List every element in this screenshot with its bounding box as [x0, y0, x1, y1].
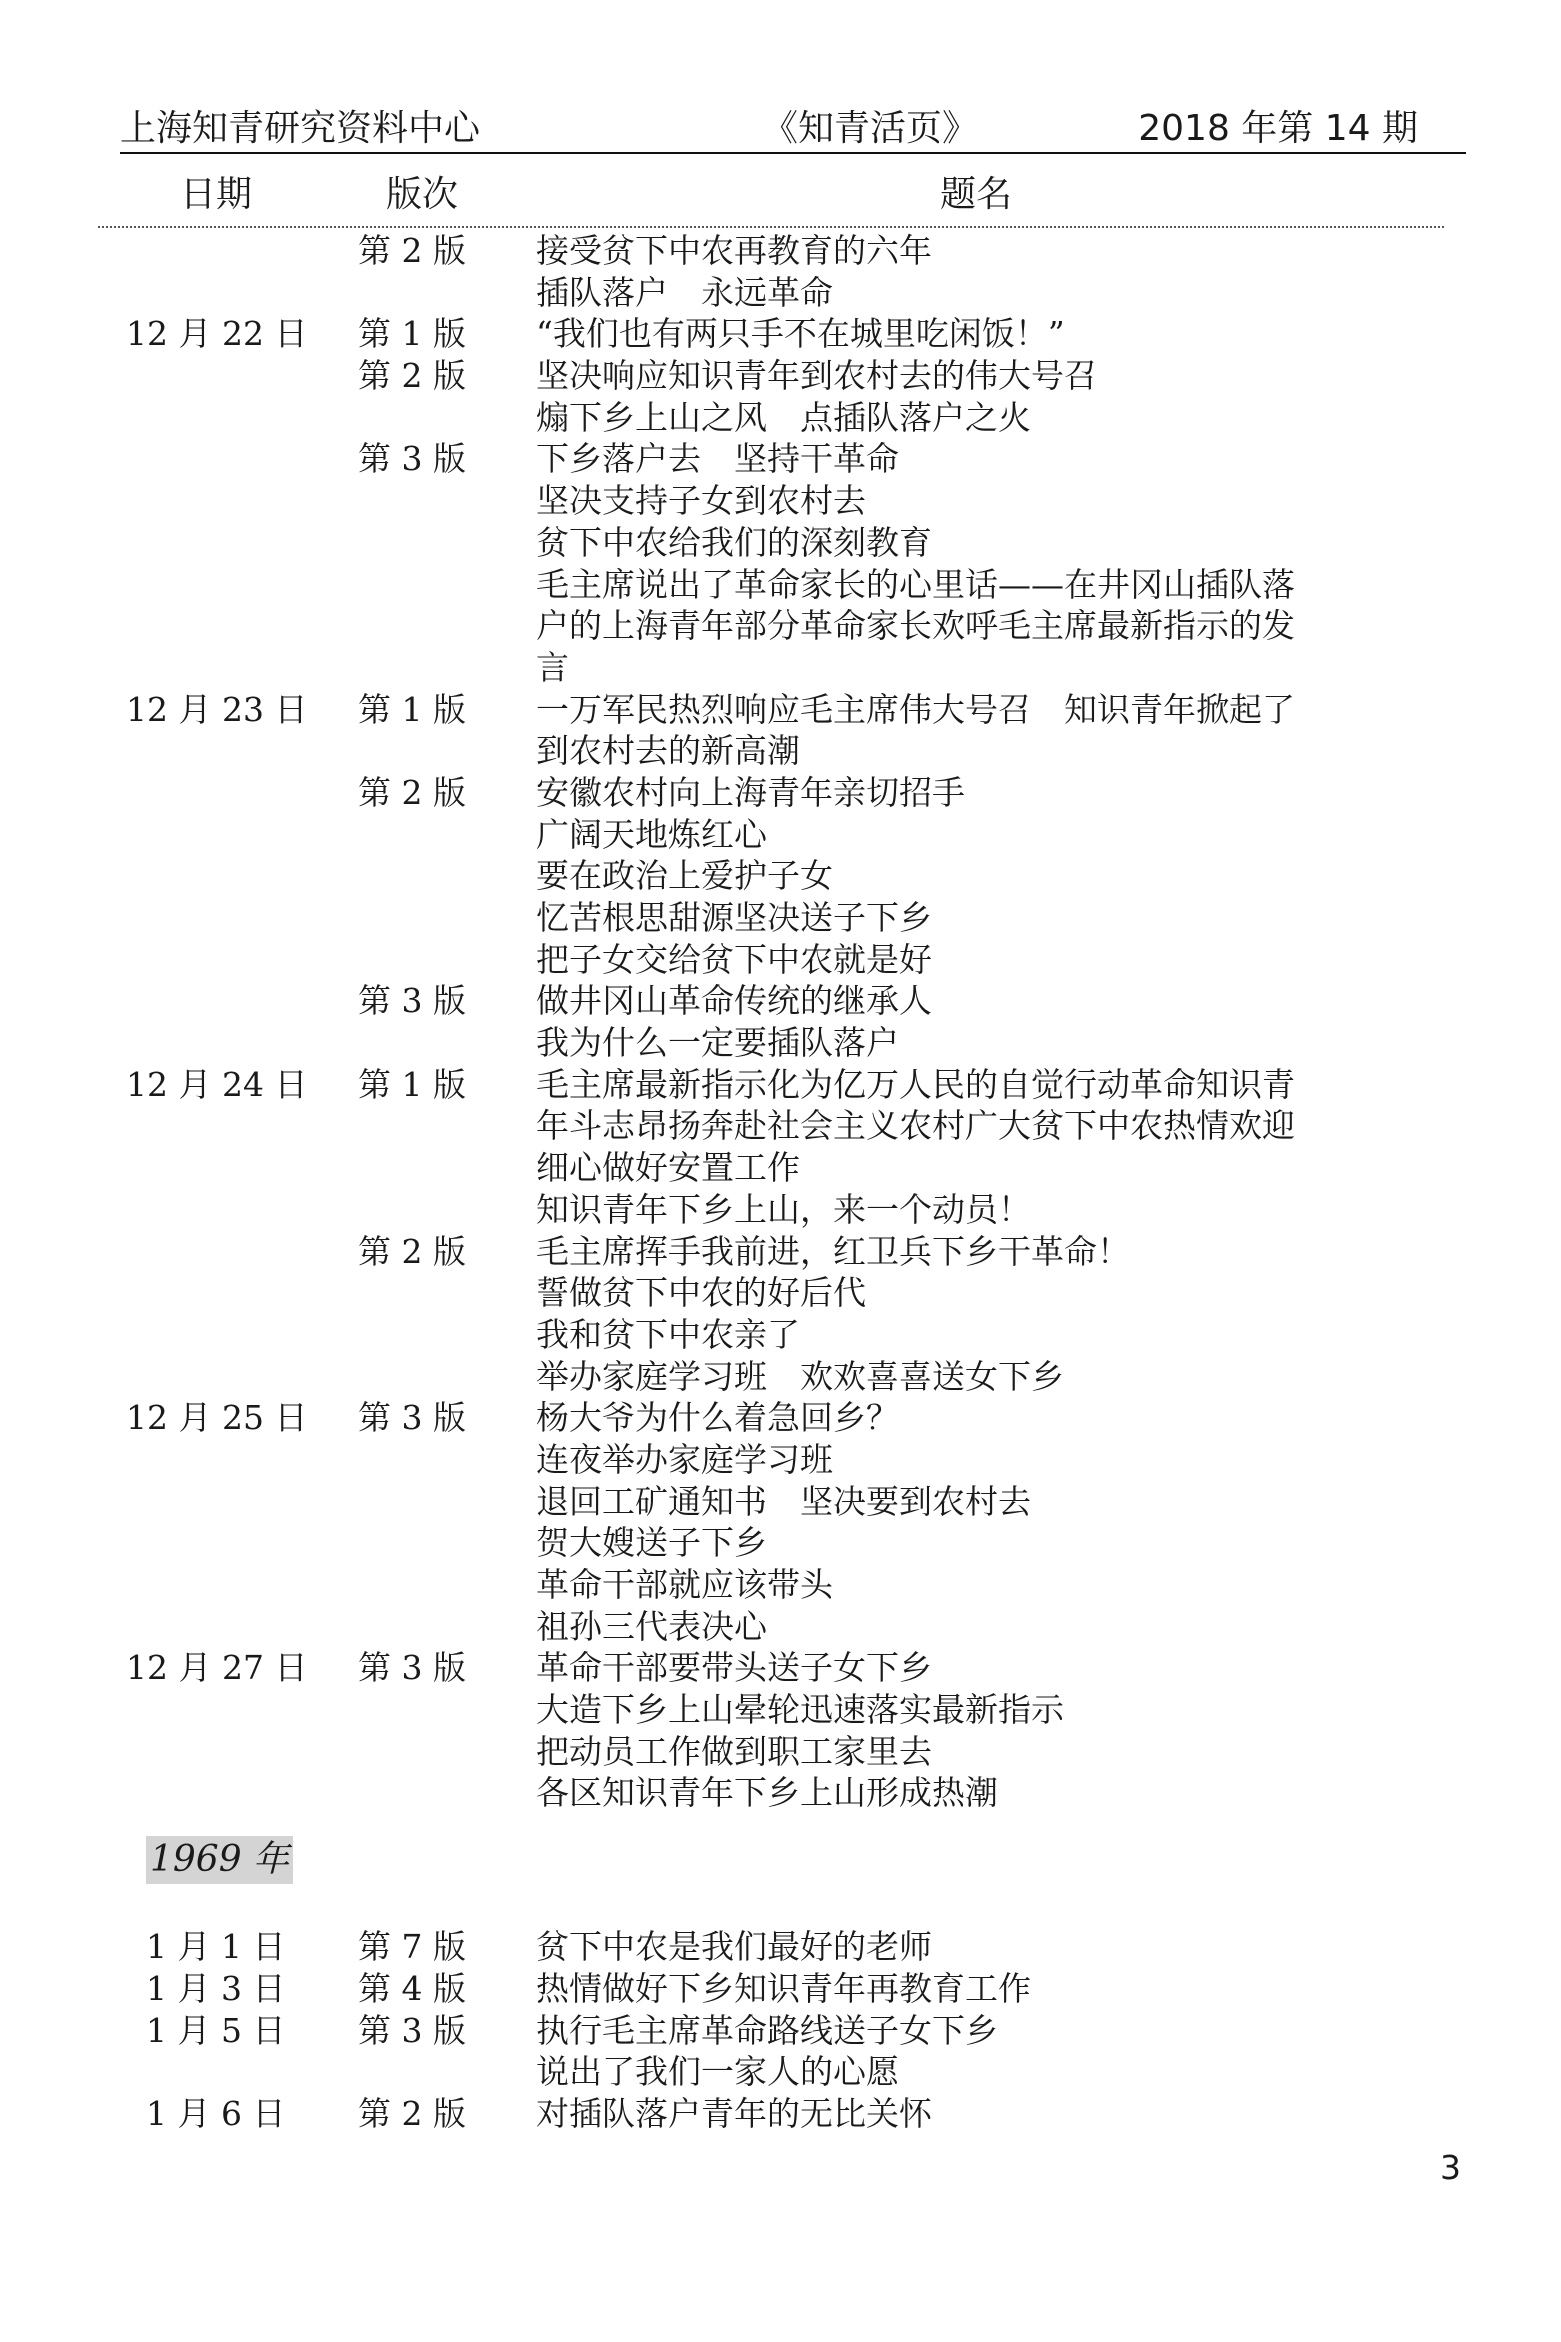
column-header-title: 题名: [940, 174, 1013, 215]
table-row: [0, 772, 1561, 814]
row-title: 把动员工作做到职工家里去: [536, 1731, 932, 1771]
table-row: [0, 1439, 1561, 1481]
table-row: [0, 855, 1561, 897]
row-title: 年斗志昂扬奔赴社会主义农村广大贫下中农热情欢迎: [536, 1106, 1295, 1146]
row-title: 到农村去的新高潮: [536, 731, 800, 771]
table-row: [0, 1397, 1561, 1439]
row-title: 革命干部要带头送子女下乡: [536, 1648, 932, 1688]
row-edition: 第 3 版: [358, 1398, 466, 1438]
row-date: 12 月 24 日: [126, 1064, 308, 1104]
header-rule: [120, 152, 1466, 154]
table-row: [0, 480, 1561, 522]
table-row: [0, 230, 1561, 272]
row-title: 我和贫下中农亲了: [536, 1314, 800, 1354]
page-number: 3: [1440, 2148, 1461, 2187]
row-title: 把子女交给贫下中农就是好: [536, 939, 932, 979]
table-row: [0, 2093, 1561, 2135]
column-headers: [0, 166, 1561, 216]
row-title: 安徽农村向上海青年亲切招手: [536, 772, 965, 812]
row-title: 坚决支持子女到农村去: [536, 481, 866, 521]
table-row: [0, 2051, 1561, 2093]
table-row: [0, 1272, 1561, 1314]
row-date: 1 月 3 日: [146, 1968, 286, 2008]
row-edition: 第 2 版: [358, 1231, 466, 1271]
table-row: [0, 897, 1561, 939]
row-title: 贫下中农给我们的深刻教育: [536, 522, 932, 562]
row-title: 户的上海青年部分革命家长欢呼毛主席最新指示的发: [536, 606, 1295, 646]
row-date: 1 月 1 日: [146, 1927, 286, 1967]
row-title: 要在政治上爱护子女: [536, 856, 833, 896]
table-row: [0, 1022, 1561, 1064]
table-row: [0, 1689, 1561, 1731]
row-title: 各区知识青年下乡上山形成热潮: [536, 1773, 998, 1813]
row-title: 一万军民热烈响应毛主席伟大号召 知识青年掀起了: [536, 689, 1295, 729]
table-row: [0, 1147, 1561, 1189]
table-row: [0, 814, 1561, 856]
index-table: [0, 230, 1561, 2135]
table-row: [0, 397, 1561, 439]
row-title: 对插队落户青年的无比关怀: [536, 2093, 932, 2133]
dotted-divider: [98, 226, 1444, 228]
row-title: 言: [536, 647, 569, 687]
row-title: 毛主席最新指示化为亿万人民的自觉行动革命知识青: [536, 1064, 1295, 1104]
row-edition: 第 2 版: [358, 231, 466, 270]
table-row: [0, 605, 1561, 647]
column-header-date: 日期: [180, 174, 253, 215]
table-row: [0, 313, 1561, 355]
table-row: [0, 1105, 1561, 1147]
table-row: [0, 939, 1561, 981]
row-edition: 第 3 版: [358, 439, 466, 479]
table-row: [0, 1189, 1561, 1231]
row-date: 12 月 27 日: [126, 1648, 308, 1688]
row-title: 煽下乡上山之风 点插队落户之火: [536, 397, 1031, 437]
table-row: [0, 1314, 1561, 1356]
table-row: [0, 522, 1561, 564]
table-row: [0, 438, 1561, 480]
row-title: 誓做贫下中农的好后代: [536, 1273, 866, 1313]
table-row: [0, 564, 1561, 606]
table-row: [0, 1731, 1561, 1773]
table-row: [0, 1481, 1561, 1523]
table-row: [0, 1564, 1561, 1606]
row-title: 举办家庭学习班 欢欢喜喜送女下乡: [536, 1356, 1064, 1396]
row-title: 贫下中农是我们最好的老师: [536, 1927, 932, 1967]
row-title: 贺大嫂送子下乡: [536, 1523, 767, 1563]
header-publisher: 上海知青研究资料中心: [120, 108, 481, 149]
row-title: 知识青年下乡上山，来一个动员！: [536, 1189, 1031, 1229]
table-row: [0, 1647, 1561, 1689]
table-row: [0, 647, 1561, 689]
table-row: [0, 1968, 1561, 2010]
table-row: [0, 980, 1561, 1022]
table-row: [0, 2010, 1561, 2052]
row-title: 坚决响应知识青年到农村去的伟大号召: [536, 356, 1097, 396]
column-header-edition: 版次: [386, 174, 459, 215]
row-title: 执行毛主席革命路线送子女下乡: [536, 2010, 998, 2050]
index-rows-1969: [0, 1926, 1561, 2134]
row-title: 说出了我们一家人的心愿: [536, 2052, 899, 2092]
table-row: [0, 689, 1561, 731]
row-title: 连夜举办家庭学习班: [536, 1439, 833, 1479]
row-title: 杨大爷为什么着急回乡？: [536, 1398, 899, 1438]
table-row: [0, 1231, 1561, 1273]
table-row: [0, 1772, 1561, 1814]
row-edition: 第 1 版: [358, 689, 466, 729]
row-title: 插队落户 永远革命: [536, 272, 833, 312]
row-title: 细心做好安置工作: [536, 1148, 800, 1188]
row-edition: 第 3 版: [358, 981, 466, 1021]
row-edition: 第 1 版: [358, 1064, 466, 1104]
table-row: [0, 272, 1561, 314]
year-section: [0, 1814, 1561, 1926]
row-title: 下乡落户去 坚持干革命: [536, 439, 899, 479]
row-title: “我们也有两只手不在城里吃闲饭！”: [536, 314, 1065, 354]
row-date: 12 月 22 日: [126, 314, 308, 354]
table-row: [0, 730, 1561, 772]
table-row: [0, 355, 1561, 397]
row-edition: 第 7 版: [358, 1927, 466, 1967]
index-rows-1968: [0, 230, 1561, 1814]
row-title: 革命干部就应该带头: [536, 1565, 833, 1604]
table-row: [0, 1522, 1561, 1564]
row-edition: 第 2 版: [358, 356, 466, 396]
row-title: 退回工矿通知书 坚决要到农村去: [536, 1481, 1031, 1521]
row-date: 1 月 6 日: [146, 2093, 286, 2133]
row-title: 接受贫下中农再教育的六年: [536, 231, 932, 270]
row-edition: 第 3 版: [358, 1648, 466, 1688]
table-row: [0, 1926, 1561, 1968]
row-title: 热情做好下乡知识青年再教育工作: [536, 1968, 1031, 2008]
row-edition: 第 4 版: [358, 1968, 466, 2008]
year-heading: 1969 年: [146, 1836, 293, 1884]
row-title: 我为什么一定要插队落户: [536, 1023, 899, 1063]
header-issue: 2018 年第 14 期: [1138, 108, 1418, 149]
row-title: 毛主席说出了革命家长的心里话——在井冈山插队落: [536, 564, 1295, 604]
row-title: 大造下乡上山晕轮迅速落实最新指示: [536, 1690, 1064, 1730]
row-title: 毛主席挥手我前进，红卫兵下乡干革命！: [536, 1231, 1130, 1271]
row-date: 1 月 5 日: [146, 2010, 286, 2050]
row-title: 忆苦根思甜源坚决送子下乡: [536, 898, 932, 937]
header-publication-title: 《知青活页》: [762, 108, 979, 149]
row-title: 祖孙三代表决心: [536, 1606, 767, 1646]
row-date: 12 月 23 日: [126, 689, 308, 729]
row-title: 做井冈山革命传统的继承人: [536, 981, 932, 1021]
row-edition: 第 2 版: [358, 2093, 466, 2133]
table-row: [0, 1356, 1561, 1398]
table-row: [0, 1606, 1561, 1648]
row-edition: 第 2 版: [358, 772, 466, 812]
row-edition: 第 1 版: [358, 314, 466, 354]
row-edition: 第 3 版: [358, 2010, 466, 2050]
row-date: 12 月 25 日: [126, 1398, 308, 1438]
row-title: 广阔天地炼红心: [536, 814, 767, 854]
page-header: [120, 90, 1466, 150]
table-row: [0, 1064, 1561, 1106]
